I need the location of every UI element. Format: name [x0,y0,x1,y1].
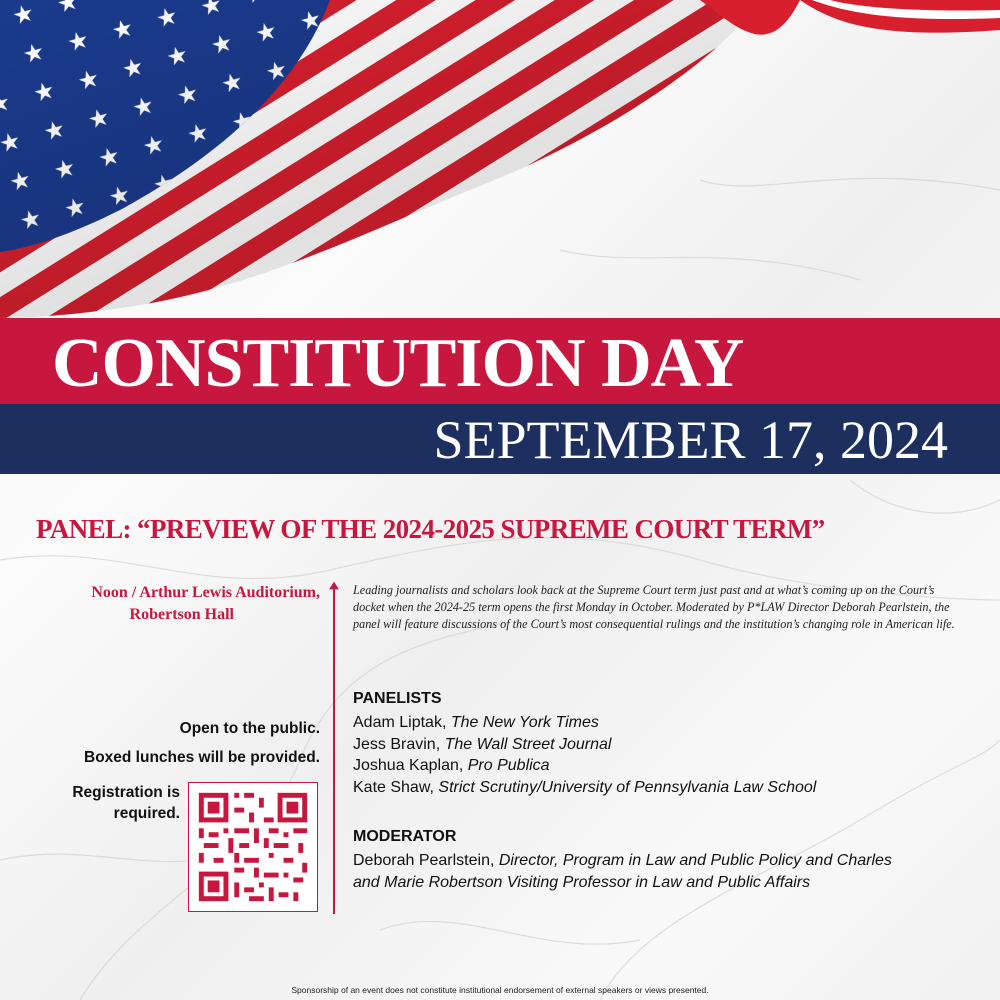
panel-title: PANEL: “PREVIEW OF THE 2024-2025 SUPREME COURT TERM” [36,514,825,544]
moderator-name: Deborah Pearlstein, [353,852,499,869]
event-date: SEPTEMBER 17, 2024 [433,410,948,470]
footer-disclaimer: Sponsorship of an event does not constitute institutional endorsement of external speakers or views presented. [291,985,709,995]
moderator-heading: MODERATOR [353,828,457,845]
panelist-affiliation: The New York Times [450,714,599,731]
registration-text: Registration is required. [72,784,180,822]
panelist-affiliation: The Wall Street Journal [444,735,612,753]
panelist-row [353,777,973,799]
event-info [0,718,320,776]
panelist-row [353,712,973,734]
open-to-public-text: Open to the public. [179,720,320,737]
panel-description: Leading journalists and scholars look back at the Supreme Court term just past and at what’s coming up on the Court’s docket when the 2024-25 term opens the first Monday in October. Moderated by P*LAW Director Deborah Pearlstein, the panel will feature discussions of the Court’s most consequential rulings and the institution’s changing role in American life. [353,583,955,631]
panelist-name: Kate Shaw, [353,778,439,796]
moderator-title: Director, Program in Law and Public Policy and Charles and Marie Robertson Visiting Professor in Law and Public Affairs [353,852,892,891]
panelists-heading: PANELISTS [353,690,442,707]
panelist-name: Jess Bravin, [353,735,445,753]
panelist-affiliation: Pro Publica [467,757,550,774]
event-title: CONSTITUTION DAY [52,325,744,402]
panelist-row [353,755,973,777]
panelist-row [353,734,973,756]
location-line-2: Robertson Hall [129,606,234,623]
event-location [0,582,320,626]
panelist-affiliation: Strict Scrutiny/University of Pennsylvania Law School [438,778,817,796]
panelists-list [353,712,973,798]
panelist-name: Joshua Kaplan, [353,757,468,774]
registration-qr-code[interactable] [188,782,318,912]
american-flag-graphic [0,0,1000,330]
moderator-entry [353,850,913,893]
divider-line [333,588,335,914]
boxed-lunch-text: Boxed lunches will be provided. [84,749,320,766]
panelist-name: Adam Liptak, [353,714,451,731]
location-line-1: Noon / Arthur Lewis Auditorium, [91,584,320,601]
